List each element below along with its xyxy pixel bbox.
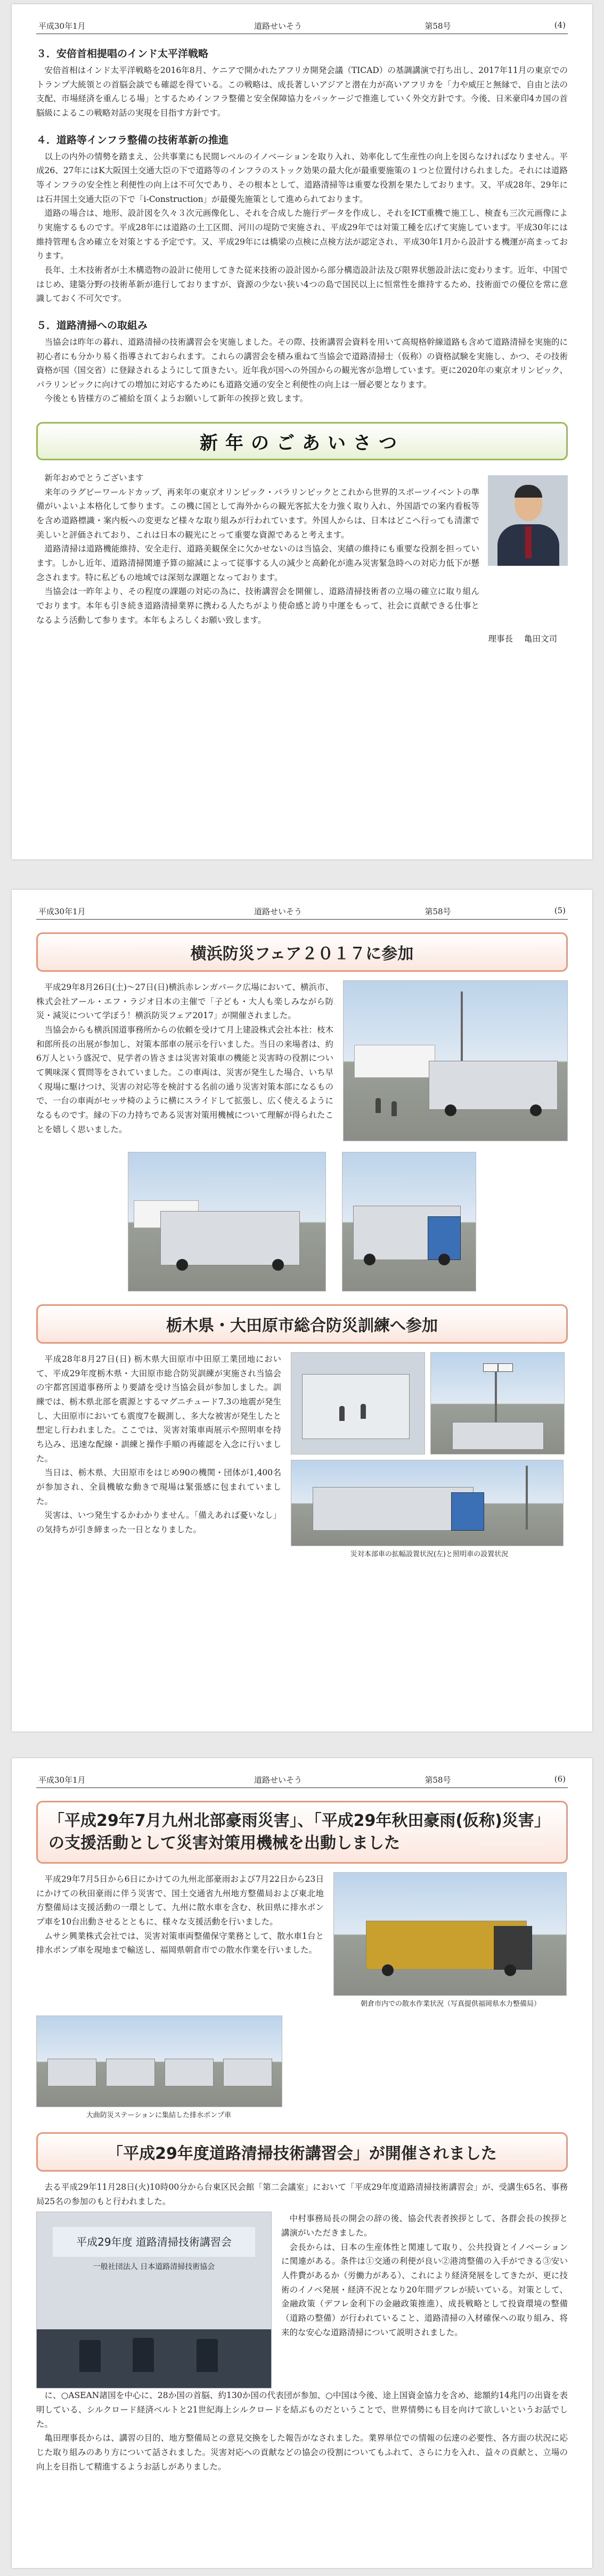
greeting-title: 新年のごあいさつ — [200, 432, 404, 454]
slide-subtitle: 一般社団法人 日本道路清掃技術協会 — [93, 2263, 215, 2272]
newsletter-page-4 — [12, 4, 592, 859]
header-date: 平成30年1月 — [38, 1775, 86, 1785]
article-title: 「平成29年7月九州北部豪雨災害」、「平成29年秋田豪雨(仮称)災害」の支援活動として災害対策用機械を出動しました — [36, 1801, 568, 1864]
article-paragraph: ムサシ興業株式会社では、災害対策車両整備保守業務として、散水車1台と排水ポンプ車を現地まで輸送し、福岡県朝倉市での散水作業を行いました。 — [36, 1931, 324, 1955]
lighting-vehicle-photo — [430, 1352, 565, 1454]
section-heading: ４．道路等インフラ整備の技術革新の推進 — [36, 134, 229, 146]
photo-caption: 災対本部車の拡幅設置状況(左)と照明車の設置状況 — [350, 1550, 509, 1558]
header-date: 平成30年1月 — [38, 907, 86, 916]
kyushu-article — [36, 1872, 568, 2008]
article-title: 栃木県・大田原市総合防災訓練へ参加 — [36, 1304, 568, 1344]
article-paragraph: 平成29年7月5日から6日にかけての九州北部豪雨および7月22日から23日にかけての秋田豪雨に伴う災害で、国土交通省九州地方整備局および東北地方整備局は支援活動の一環として、九州に散水車を含む、秋田県に排水ポンプ車を10台出動させるとともに、様々な支援活動を行いました。 — [36, 1874, 324, 1927]
section-body: 長年、土木技術者が土木構造物の設計に使用してきた従来技術の設計図から部分構造設計法及び限界状態設計法に変わります。近年、中国ではじめ、建築分野の技術革新が進行しておりますが、資源の少ない狭い4つの島で国民以上に恒常性を維持するため、技術面での優位を常に意識しておく不可欠です。 — [36, 265, 568, 304]
pump-vehicle-block — [36, 2016, 568, 2119]
greeting-paragraph: 当協会は一昨年より、その程度の課題の対応の為に、技術講習会を開催し、道路清掃技術者の立場の確立に取り組んでおります。本年も引き続き道路清掃業界に携わる人たちがより使命感と誇り中運をもって、社会に貢献できる仕事となるよう活動して参ります。本年もよろしくお願い致します。 — [36, 587, 479, 625]
photo-caption: 朝倉市内での散水作業状況（写真提供福岡県水力整備局） — [360, 2000, 541, 2008]
tochigi-article — [36, 1352, 568, 1558]
section-body: 道路の場合は、地形、設計図を久々３次元画像化し、それを合成した施行データを作成し、それをICT重機で施工し、検査も三次元画像により実施するものです。平成28年には道路の土工区間、河川の堤防で実施され、平成29年では対策工種を広げて実施しています。平成30年には維持管理も含め確立を対策とする予定です。又、平成29年には橋梁の点検に点検方法が認定され、平成30年1月から設計する機運が高まっております。 — [36, 208, 568, 261]
article-title: 「平成29年度道路清掃技術講習会」が開催されました — [36, 2132, 568, 2172]
article-paragraph: 平成28年8月27日(日) 栃木県大田原市中田原工業団地において、平成29年度栃木県・大田原市総合防災訓練が実施され当協会の宇都宮国道事務所より要請を受け当協会員が参加しました。訓練では、栃木県北部を震源とするマグニチュード7.3の地震が発生し、大田原市においても震度7を観測し、多大な被害が発生したと想定し行われました。ここでは、災害対策車両展示や照明車を持ち込み、迅速な配線・訓練と操作手順の再確認を入念に行いました。 — [36, 1354, 281, 1464]
header-publication: 道路せいそう — [254, 1775, 302, 1785]
article-paragraph: 災害は、いつ発生するかわかりません。「備えあれば憂いなし」の気持ちが引き締まった一日となりました。 — [36, 1510, 281, 1534]
article-paragraph: 当協会からも横浜国道事務所からの依頼を受けて月上建設株式会社本社：枝木和郎所長の出展が参加し、対策本部車の展示を行いました。当日の来場者は、約6万人という盛況で、見学者の皆さまは災害対策車の機能と災害時の役割について興味深く質問等をされていました。この車両は、災害が発生した場合、いち早く現場に駆けつけ、災害の対応等を検討する名前の通り災害対策本部になるもので、一台の車両がセッサ椅のように横にスライドして拡張し、広く使えるようになるものです。縁の下の力持ちである災害対策用機械について理解が得られたことを嬉しく思いました。 — [36, 1025, 334, 1134]
article-paragraph: 平成29年8月26日(土)～27日(日)横浜赤レンガパーク広場において、横浜市、株式会社アール・エフ・ラジオ日本の主催で「子ども・大人も楽しみながら防災・減災について学ぼう！横浜防災フェア2017」が開催されました。 — [36, 982, 333, 1021]
header-issue: 第58号 — [425, 907, 451, 916]
tochigi-photos — [291, 1352, 568, 1558]
kyushu-photos — [333, 1872, 568, 2008]
photo-caption: 大曲防災ステーションに集結した排水ポンプ車 — [86, 2111, 232, 2119]
vehicle-setup-photo — [291, 1460, 564, 1546]
section-body: 当協会は昨年の暮れ、道路清掃の技術講習会を実施しました。その際、技術講習会資料を用いて高規格幹線道路も含めて道路清掃を実施的に初心者にも分かり易く指導されておられます。これらの講習会を積み重ねて当協会で道路清掃士（仮称）の資格試験を実施し、かつ、その技術資格が国（国交省）に登録されるようにして頂きたい。近年我が国への外国からの観光客が急増しています。更に2020年の東京オリンピック、パラリンピックに向けての増加に対応するためにも道路交通の安全と利便性の向上は一層必要となります。 — [36, 337, 568, 389]
command-vehicle-photo — [128, 1152, 326, 1291]
article-paragraph: 去る平成29年11月28日(火)10時00分から台東区民会館「第二会議室」において「平成29年度道路清掃技術講習会」が、受講生65名、事務局25名の参加のもと行われました。 — [36, 2182, 568, 2206]
greeting-paragraph: 来年のラグビーワールドカップ、再来年の東京オリンピック・パラリンピックとこれから世界的スポーツイベントの準備がいよいよ本格化して参ります。この機に国として海外からの観光客拡大を力強く取り入れ、外国語での案内看板等を含め道路標識・案内板への変更など様々な取り組みが行われています。外国人からは、日本はどこへ行っても清潔で美しいと評価されており、これは日本の観光にとって重要な資源であると考えます。 — [36, 487, 479, 540]
article-paragraph: 中村事務局長の開会の辞の後、協会代表者挨拶として、各群会長の挨拶と講演がいただきました。 — [281, 2214, 568, 2238]
newsletter-page-6 — [12, 1758, 592, 2568]
page-header — [36, 4, 568, 34]
greeting-opening: 新年おめでとうございます — [44, 473, 144, 483]
article-title: 横浜防災フェア２０１７に参加 — [36, 932, 568, 972]
seminar-photo — [36, 2212, 272, 2388]
header-publication: 道路せいそう — [254, 21, 302, 31]
header-issue: 第58号 — [425, 1775, 451, 1785]
section-body: 以上の内外の情勢を踏まえ、公共事業にも民間レベルのイノベーションを取り入れ、効率化して生産性の向上を図らなければなりません。平成26、27年にはK大阪国土交通大臣の下で道路等のインフラのストック効果の最大化が最重要施策の１つと位置付けられました。それには道路等インフラの安全性と利便性の向上は不可欠であり、その根本として、道路清掃等は重要な役割を果たしております。又、平成28年、29年には石井国土交通大臣の下で「i-Construction」が最優先施策として進められております。 — [36, 151, 568, 204]
seminar-article — [36, 2212, 568, 2388]
article-paragraph: 会長からは、日本の生産体性と関連して取り、公共投資とイノベーションに関連がある。条件は①交通の利便が良い②港湾整備の入手ができる③安い人件費があるか（労働力がある）、これにより経済発展をしてきたが、更に技術のイノベ発展・経済不況となり20年間デフレが続いている。対策として、金融政策（デフレ金利下の金融政策推進）、成長戦略として投資環境の整備（道路の整備）が行われていること、道路清掃の入材確保への取り組み、将来的な安心な道路清掃について説明されました。 — [281, 2242, 568, 2337]
water-spraying-photo — [333, 1872, 567, 1996]
header-publication: 道路せいそう — [254, 907, 302, 916]
article-paragraph: 当日は、栃木県、大田原市をはじめ90の機関・団体が1,400名が参加され、全員機敏な動きで現場は緊張感に包まれていました。 — [36, 1468, 281, 1506]
header-issue: 第58号 — [425, 21, 451, 31]
slide-title: 平成29年度 道路清掃技術講習会 — [53, 2227, 255, 2257]
section-body: 安倍首相はインド太平洋戦略を2016年8月、ケニアで開かれたアフリカ開発会議（TICAD）の基調講演で打ち出し、2017年11月の東京でのトランプ大統領との首脳会談でも確認を得ている。この戦略は、成長著しいアジアと潜在力が高いアフリカを「力や威圧と無縁で、自由と法の支配、市場経済を重んじる場」とするためインフラ整備と安全保障協力をパッケージで推進していく外交方針です。今後、日米豪印4カ国の首脳級によるこの戦略対話の実現を目指す方針です。 — [36, 66, 568, 118]
header-page-number: (5) — [554, 906, 566, 915]
signature-name: 亀田文司 — [524, 634, 557, 644]
pump-vehicles-photo — [36, 2016, 282, 2107]
section-heading: ３．安倍首相提唱のインド太平洋戦略 — [36, 48, 209, 60]
header-date: 平成30年1月 — [38, 21, 86, 31]
newsletter-page-5 — [12, 890, 592, 1732]
chairman-portrait — [488, 475, 568, 566]
section-body: 今後とも皆様方のご補給を頂くようお願いして新年の挨拶と致します。 — [44, 394, 308, 404]
article-paragraph: 亀田理事長からは、講習の目的、地方整備局との意見交換をした報告がなされました。業界単位での情報の伝達の必要性、各方面の状況に応じた取り組みのあり方について話されました。災害対応への貢献などの協会の役割についてもふれて、さらに力を入れ、益々の貢献と、立場の向上を目指して精進するようお話しがありました。 — [36, 2433, 568, 2472]
signature — [36, 632, 557, 644]
photo-row — [36, 1152, 568, 1291]
section-heading: ５．道路清掃への取組み — [36, 319, 148, 331]
page-header — [36, 890, 568, 920]
yokohama-article — [36, 980, 568, 1141]
expanded-vehicle-photo — [342, 1152, 476, 1291]
signature-role: 理事長 — [488, 634, 513, 644]
header-page-number: (4) — [554, 20, 566, 30]
greeting-section — [36, 471, 568, 627]
page-header — [36, 1758, 568, 1788]
article-paragraph: に、○ASEAN諸国を中心に、28か国の首脳、約130か国の代表団が参加、○中国は今後、途上国資金協力を含め、総額約14兆円の出資を表明している、シルクロード経済ベルトと21世紀海上シルクロードを結ぶものだということで、世界情勢にも目を向けて欲しいというお話でした。 — [36, 2391, 568, 2429]
greeting-title-banner — [36, 422, 568, 460]
header-page-number: (6) — [554, 1774, 566, 1784]
disaster-fair-photo — [343, 980, 568, 1141]
inside-vehicle-photo — [291, 1352, 425, 1454]
greeting-paragraph: 道路清掃は道路機能維持、安全走行、道路美観保全に欠かせないのは当協会、実績の維持にも重要な役割を担っています。しかし近年、道路清掃関連予算の縮減によって従事する人の減少と高齢化が進み災害緊急時への対応力低下が懸念されます。特に私どもの地域では深刻な課題となっております。 — [36, 544, 479, 582]
